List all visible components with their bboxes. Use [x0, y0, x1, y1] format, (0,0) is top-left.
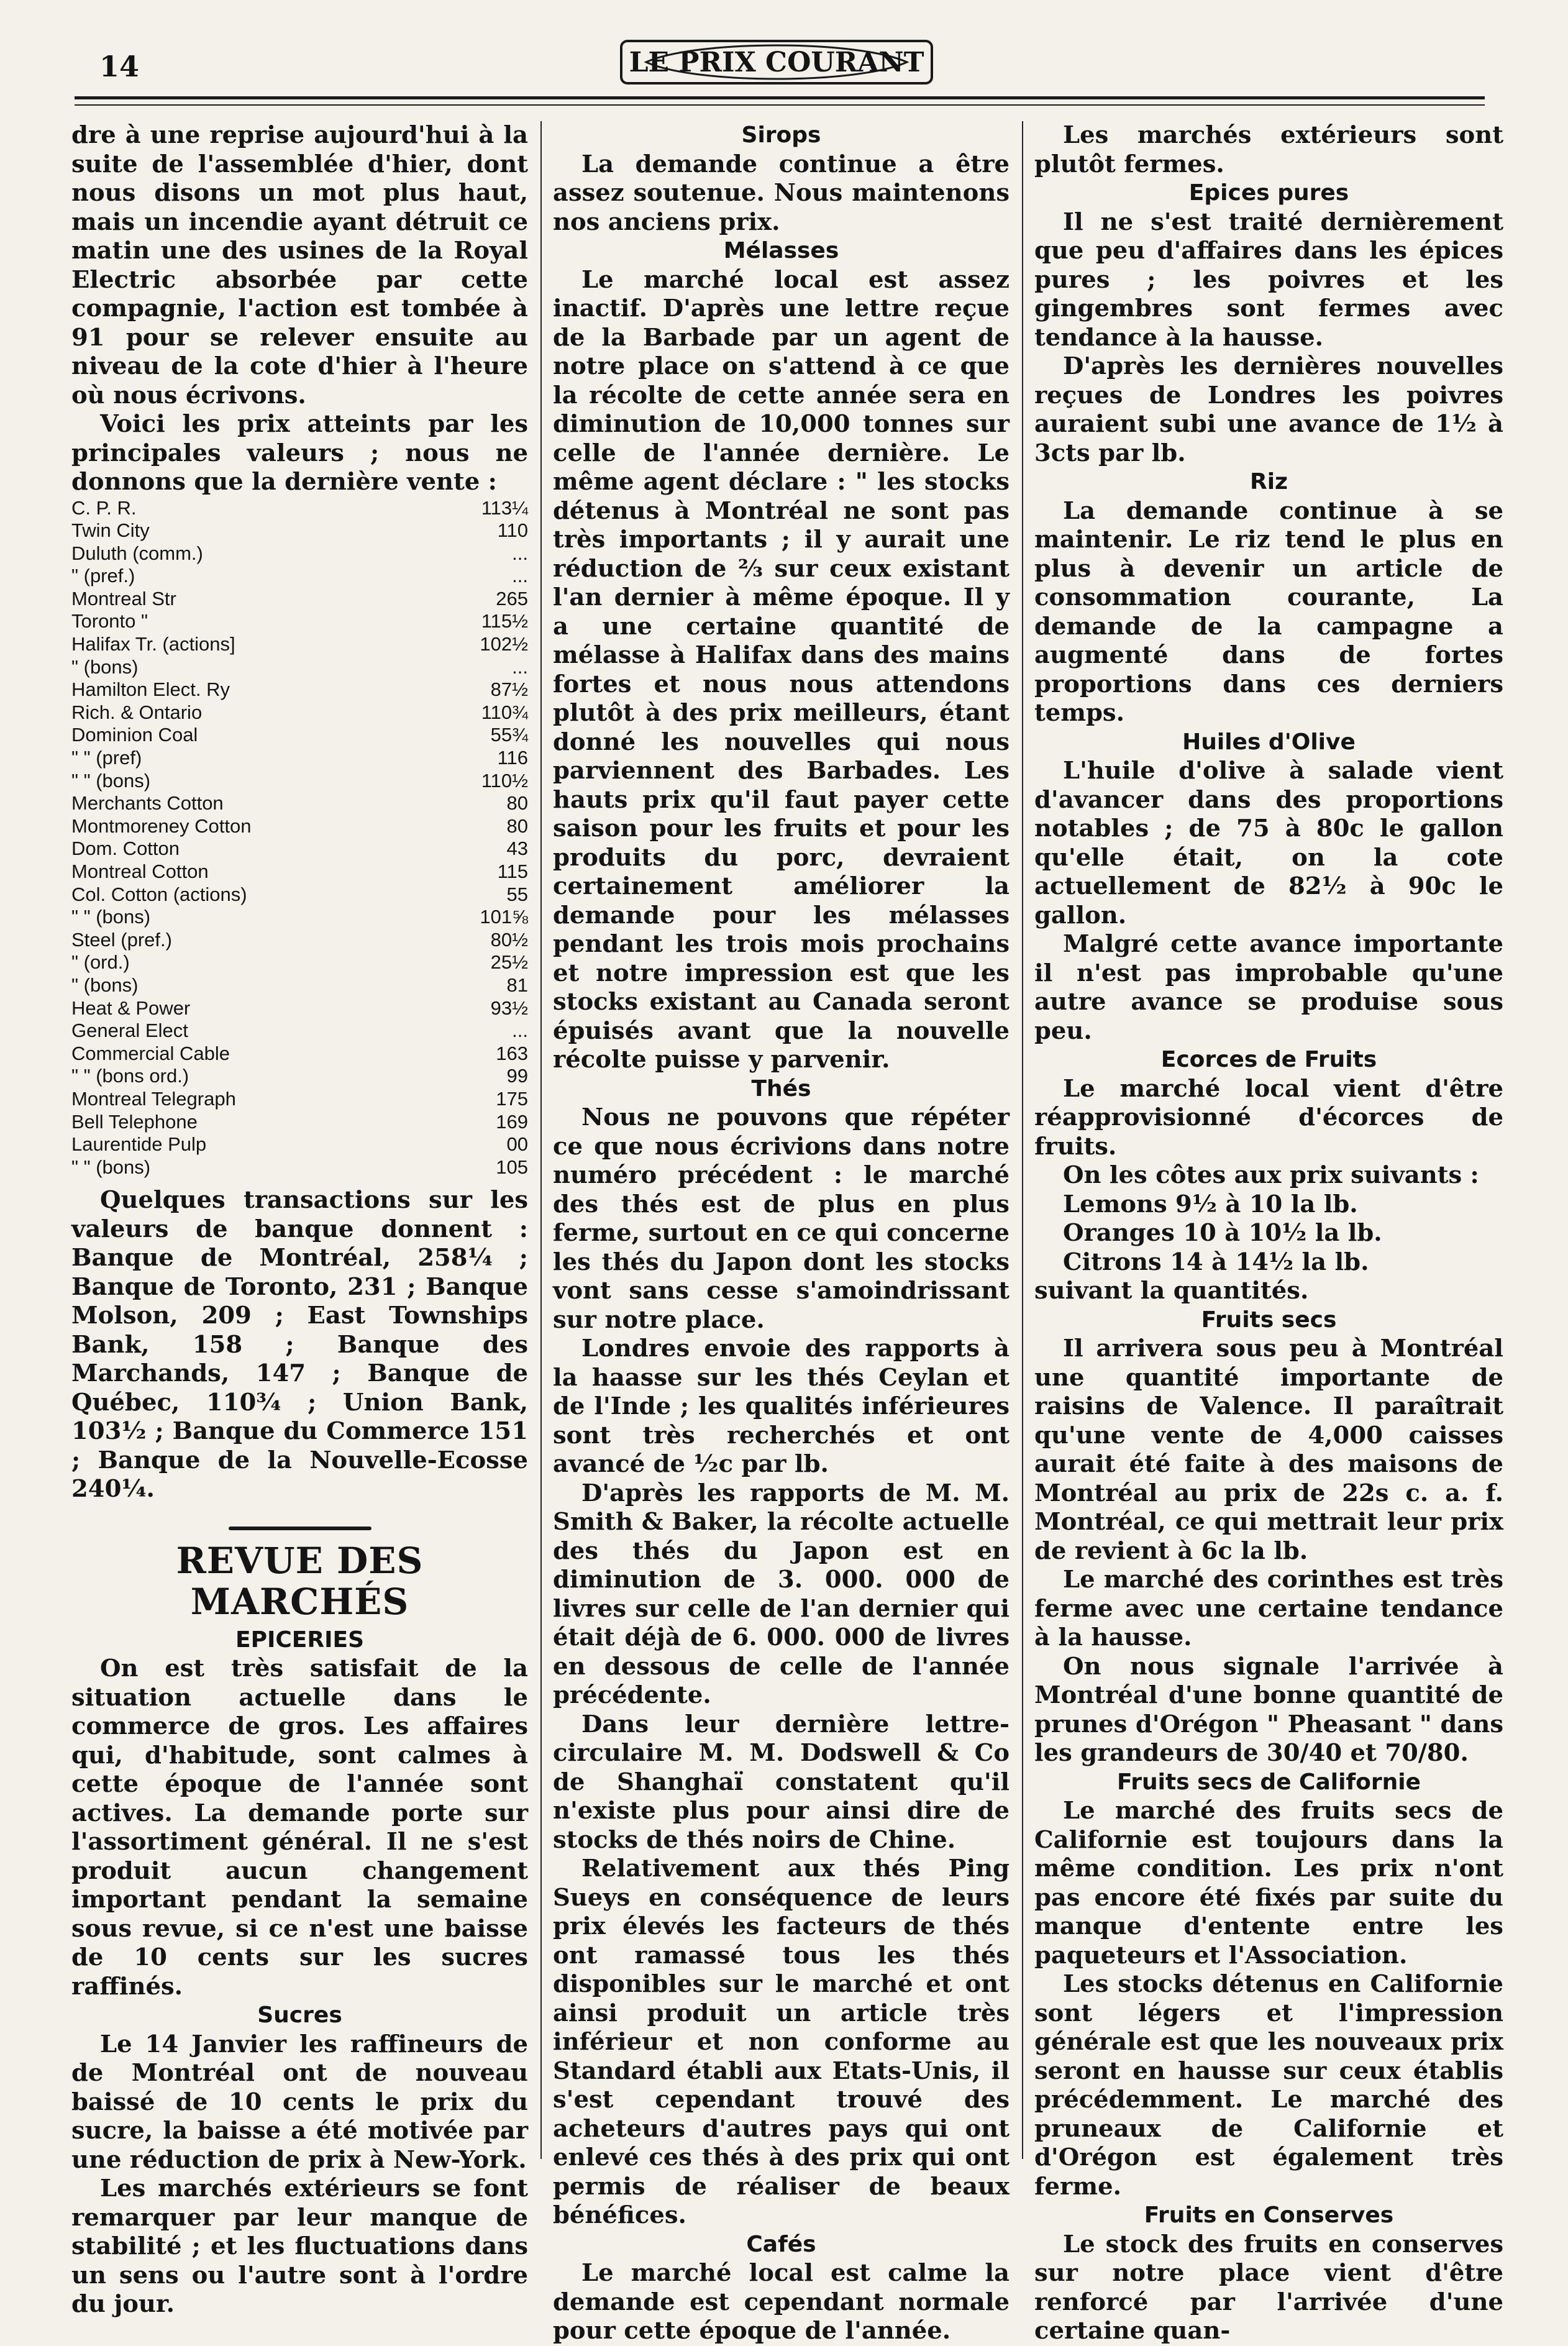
stock-price: 113¼ [481, 496, 528, 519]
list-item: Lemons 9½ à 10 la lb. [1063, 1190, 1358, 1218]
section-heading: Cafés [746, 2231, 816, 2257]
stock-name: " " (bons) [71, 906, 151, 928]
stock-name: Montreal Str [71, 587, 176, 609]
paragraph: Les stocks détenus en Californie sont légers et l'impression générale est que les nouveaux prix seront en hausse sur ceux établis précédemment. Le marché des pruneaux de Californie et d'Orégon est également très ferme. [1034, 1970, 1503, 2201]
stock-row [71, 565, 528, 588]
stock-row [71, 678, 528, 701]
section-heading: Thés [751, 1075, 811, 1102]
stock-price: 55 [506, 883, 528, 905]
page-number: 14 [99, 50, 140, 83]
stock-price: ... [512, 542, 528, 564]
stock-row [71, 1156, 528, 1179]
section-heading: Ecorces de Fruits [1160, 1047, 1377, 1072]
section-heading: Riz [1249, 469, 1288, 495]
stock-name: Montreal Telegraph [71, 1087, 236, 1110]
stock-price: 43 [506, 838, 528, 860]
paragraph: La demande continue a être assez soutenue. Nous maintenons nos anciens prix. [553, 150, 1010, 236]
stock-name: Commercial Cable [71, 1042, 230, 1064]
stock-row [71, 724, 528, 747]
stock-price: ... [512, 1020, 528, 1042]
stock-row [71, 519, 528, 542]
stock-name: Hamilton Elect. Ry [71, 678, 230, 701]
stock-row [71, 951, 528, 974]
paragraph: suivant la quantités. [1034, 1277, 1309, 1305]
stock-name: Merchants Cotton [71, 792, 224, 815]
paragraph: Nous ne pouvons que répéter ce que nous écrivions dans notre numéro précédent : le marché des thés est de plus en plus ferme, surtout en ce qui concerne les thés du Japon dont les stocks vont sans cesse s'amoindrissant sur notre place. [553, 1103, 1010, 1334]
paragraph: Le stock des fruits en conserves sur notre place vient d'être renforcé par l'arrivée d'une certaine quan- [1034, 2230, 1503, 2345]
stock-name: Rich. & Ontario [71, 701, 203, 723]
stock-price: 80 [506, 815, 528, 837]
stock-price: 80 [506, 792, 528, 815]
paragraph: Il ne s'est traité dernièrement que peu d'affaires dans les épices pures ; les poivres et les gingembres sont fermes avec tendance à la hausse. [1034, 208, 1503, 352]
paragraph: La demande continue à se maintenir. Le riz tend le plus en plus à devenir un article de consommation courante, La demande de la campagne a augmenté dans de fortes proportions dans ces derniers temps. [1034, 496, 1503, 727]
stock-price: 265 [496, 587, 528, 609]
section-heading: Fruits en Conserves [1144, 2202, 1394, 2228]
paragraph: L'huile d'olive à salade vient d'avancer dans des proportions notables ; de 75 à 80c le gallon qu'elle était, on la cote actuellement de 82½ à 90c le gallon. [1034, 757, 1503, 929]
stock-price: 105 [496, 1156, 528, 1178]
stock-name: Toronto " [71, 610, 148, 632]
stock-price: 25½ [490, 951, 528, 974]
stock-name: Bell Telephone [71, 1110, 198, 1133]
stock-name: Dominion Coal [71, 724, 198, 746]
section-heading: Sirops [741, 122, 821, 148]
stock-name: Halifax Tr. (actions] [71, 633, 235, 655]
paragraph: Le marché local est calme la demande est cependant normale pour cette époque de l'année. [553, 2259, 1010, 2345]
stock-row [71, 906, 528, 929]
stock-row [71, 815, 528, 838]
stock-price: ... [512, 565, 528, 587]
stock-name: " (ord.) [71, 951, 130, 974]
stock-name: Dom. Cotton [71, 838, 180, 860]
stock-row [71, 1065, 528, 1088]
paragraph: On est très satisfait de la situation actuelle dans le commerce de gros. Les affaires qui, d'habitude, sont calmes à cette époque de l'année sont actives. La demande porte sur l'assortiment général. Il ne s'est produit aucun changement important pendant la semaine sous revue, si ce n'est une baisse de 10 cents sur les sucres raffinés. [71, 1655, 528, 2001]
stock-price: 110 [497, 519, 528, 542]
stock-name: Steel (pref.) [71, 928, 172, 951]
stock-row [71, 633, 528, 656]
paragraph: Malgré cette avance importante il n'est pas improbable qu'une autre avance se produise sous peu. [1034, 930, 1503, 1045]
paragraph: Le marché local vient d'être réapprovisionné d'écorces de fruits. [1034, 1074, 1503, 1161]
section-heading: EPICERIES [235, 1627, 365, 1653]
stock-price: 163 [496, 1042, 528, 1064]
stock-name: Montreal Cotton [71, 860, 209, 882]
stock-name: " (pref.) [71, 565, 135, 587]
stock-row [71, 1043, 528, 1066]
paragraph: On les côtes aux prix suivants : [1063, 1161, 1479, 1189]
stock-price: 93½ [490, 997, 528, 1019]
stock-row [71, 1111, 528, 1134]
stock-row [71, 1020, 528, 1043]
stock-price: 115½ [481, 610, 528, 632]
section-heading: Huiles d'Olive [1182, 729, 1356, 755]
paragraph: Il arrivera sous peu à Montréal une quantité importante de raisins de Valence. Il paraîtrait qu'une vente de 4,000 caisses aurait été faite à des maisons de Montréal au prix de 22s c. a. f. Montréal, ce qui mettrait leur prix de revient à 6c la lb. [1034, 1335, 1503, 1565]
stock-price: 99 [506, 1065, 528, 1087]
stock-name: Col. Cotton (actions) [71, 883, 247, 905]
paragraph: Dans leur dernière lettre-circulaire M. M. Dodswell & Co de Shanghaï constatent qu'il n'existe plus pour ainsi dire de stocks de thés noirs de Chine. [553, 1710, 1010, 1854]
stock-price: 80½ [490, 928, 528, 951]
section-title: REVUE DES MARCHÉS [176, 1539, 424, 1623]
stock-name: Duluth (comm.) [71, 542, 203, 564]
paragraph: D'après les dernières nouvelles reçues de Londres les poivres auraient subi une avance de 1½ à 3cts par lb. [1034, 352, 1503, 467]
paragraph: Londres envoie des rapports à la haasse sur les thés Ceylan et de l'Inde ; les qualités inférieures sont très recherchés et ont avancé de ½c par lb. [553, 1335, 1010, 1478]
stock-row [71, 747, 528, 770]
stock-name: " (bons) [71, 655, 139, 678]
paragraph: Les marchés extérieurs se font remarquer par leur manque de stabilité ; et les fluctuations dans un sens ou l'autre sont à l'ordre du jour. [71, 2175, 528, 2319]
stock-row [71, 1133, 528, 1156]
column-divider [1022, 121, 1023, 2159]
stock-price: 55¾ [490, 724, 528, 746]
stock-price: 175 [496, 1087, 528, 1110]
stock-name: General Elect [71, 1020, 188, 1042]
stock-name: " " (bons) [71, 1156, 151, 1178]
paragraph: Les marchés extérieurs sont plutôt fermes. [1034, 121, 1503, 178]
stock-price: 115 [497, 860, 528, 882]
paragraph: Relativement aux thés Ping Sueys en conséquence de leurs prix élevés les facteurs de thés ont ramassé tous les thés disponibles sur le marché et ont ainsi produit un article très inférieur et non conforme au Standard établi aux Etats-Unis, il s'est cependant trouvé des acheteurs d'autres pays qui ont enlevé ces thés à des prix qui ont permis de réaliser de beaux bénéfices. [553, 1855, 1010, 2229]
stock-name: Laurentide Pulp [71, 1133, 207, 1156]
ornament-divider [71, 1513, 528, 1529]
stock-price: 101⅝ [480, 906, 528, 928]
stock-name: Twin City [71, 519, 150, 542]
stock-price: 116 [497, 747, 528, 769]
list-item: Oranges 10 à 10½ la lb. [1063, 1219, 1382, 1247]
stock-name: " " (bons ord.) [71, 1065, 189, 1087]
stock-row [71, 770, 528, 793]
header-rule-thick [75, 96, 1485, 99]
stock-row [71, 974, 528, 997]
paragraph: Quelques transactions sur les valeurs de banque donnent : Banque de Montréal, 258¼ ; Banque de Toronto, 231 ; Banque Molson, 209 ; East Townships Bank, 158 ; Banque des Marchands, 147 ; Banque de Québec, 110¾ ; Union Bank, 103½ ; Banque du Commerce 151 ; Banque de la Nouvelle-Ecosse 240¼. [71, 1186, 528, 1504]
stock-row [71, 997, 528, 1020]
stock-price-table [71, 497, 528, 1179]
stock-row [71, 860, 528, 883]
stock-price: 87½ [490, 678, 528, 701]
stock-row [71, 838, 528, 860]
column-1 [71, 121, 528, 2319]
column-3 [1034, 121, 1503, 2345]
stock-price: ... [512, 655, 528, 678]
paragraph: Voici les prix atteints par les principales valeurs ; nous ne donnons que la dernière vente : [71, 410, 528, 496]
list-item: Citrons 14 à 14½ la lb. [1063, 1248, 1369, 1276]
paragraph: On nous signale l'arrivée à Montréal d'une bonne quantité de prunes d'Orégon " Pheasant " dans les grandeurs de 30/40 et 70/80. [1034, 1652, 1503, 1767]
paragraph: Le marché local est assez inactif. D'après une lettre reçue de la Barbade par un agent de notre place on s'attend à ce que la récolte de cette année sera en diminution de 10,000 tonnes sur celle de l'année dernière. Le même agent déclare : " les stocks détenus à Montréal ne sont pas très importants ; il y aurait une réduction de ⅔ sur ceux existant l'an dernier à même époque. Il y a une certaine quantité de mélasse à Halifax dans des mains fortes et nous nous attendons plutôt à des prix meilleurs, étant donné les nouvelles qui nous parviennent des Barbades. Les hauts prix qu'il faut payer cette saison pour les fruits et pour les produits du porc, devraient certainement améliorer la demande pour les mélasses pendant les trois mois prochains et notre impression est que les stocks existant au Canada seront épuisés avant que la nouvelle récolte puisse y parvenir. [553, 265, 1010, 1074]
section-heading: Epices pures [1188, 180, 1349, 206]
stock-row [71, 701, 528, 724]
paragraph: dre à une reprise aujourd'hui à la suite de l'assemblée d'hier, dont nous disons un mot plus haut, mais un incendie ayant détruit ce matin une des usines de la Royal Electric absorbée par cette compagnie, l'action est tombée à 91 pour se relever ensuite au niveau de la cote d'hier à l'heure où nous écrivons. [71, 121, 528, 409]
stock-row [71, 883, 528, 906]
paragraph: Le marché des fruits secs de Californie est toujours dans la même condition. Les prix n'ont pas encore été fixés par suite du manque d'entente entre les paqueteurs et l'Association. [1034, 1797, 1503, 1969]
stock-price: 00 [506, 1133, 528, 1156]
masthead-logo [621, 37, 932, 87]
stock-row [71, 497, 528, 520]
column-2 [553, 121, 1010, 2345]
stock-row [71, 792, 528, 815]
section-heading: Sucres [257, 2002, 342, 2029]
stock-name: " (bons) [71, 974, 139, 996]
section-heading: Mélasses [723, 238, 839, 263]
section-heading: Fruits secs de Californie [1117, 1769, 1421, 1795]
svg-text:LE PRIX COURANT: LE PRIX COURANT [629, 47, 924, 78]
stock-price: 110½ [481, 769, 528, 792]
column-divider [540, 121, 542, 2159]
stock-name: " " (pref) [71, 747, 142, 769]
stock-price: 169 [496, 1110, 528, 1133]
stock-price: 102½ [480, 633, 528, 655]
stock-name: " " (bons) [71, 769, 151, 792]
stock-price: 81 [506, 974, 528, 996]
section-heading: Fruits secs [1201, 1307, 1337, 1333]
stock-name: C. P. R. [71, 496, 137, 519]
stock-name: Heat & Power [71, 997, 191, 1019]
stock-row [71, 656, 528, 679]
stock-row [71, 588, 528, 611]
stock-row [71, 1088, 528, 1111]
stock-row [71, 929, 528, 952]
paragraph: Le 14 Janvier les raffineurs de de Montréal ont de nouveau baissé de 10 cents le prix du sucre, la baisse a été motivée par une réduction de prix à New-York. [71, 2030, 528, 2174]
stock-row [71, 542, 528, 565]
paragraph: Le marché des corinthes est très ferme avec une certaine tendance à la hausse. [1034, 1566, 1503, 1651]
paragraph: D'après les rapports de M. M. Smith & Baker, la récolte actuelle des thés du Japon est en diminution de 3. 000. 000 de livres sur celle de l'an dernier qui était déjà de 6. 000. 000 de livres en dessous de celle de l'année précédente. [553, 1479, 1010, 1709]
stock-name: Montmoreney Cotton [71, 815, 252, 837]
stock-row [71, 610, 528, 633]
header-rule-thin [75, 104, 1485, 106]
stock-price: 110¾ [481, 701, 528, 723]
